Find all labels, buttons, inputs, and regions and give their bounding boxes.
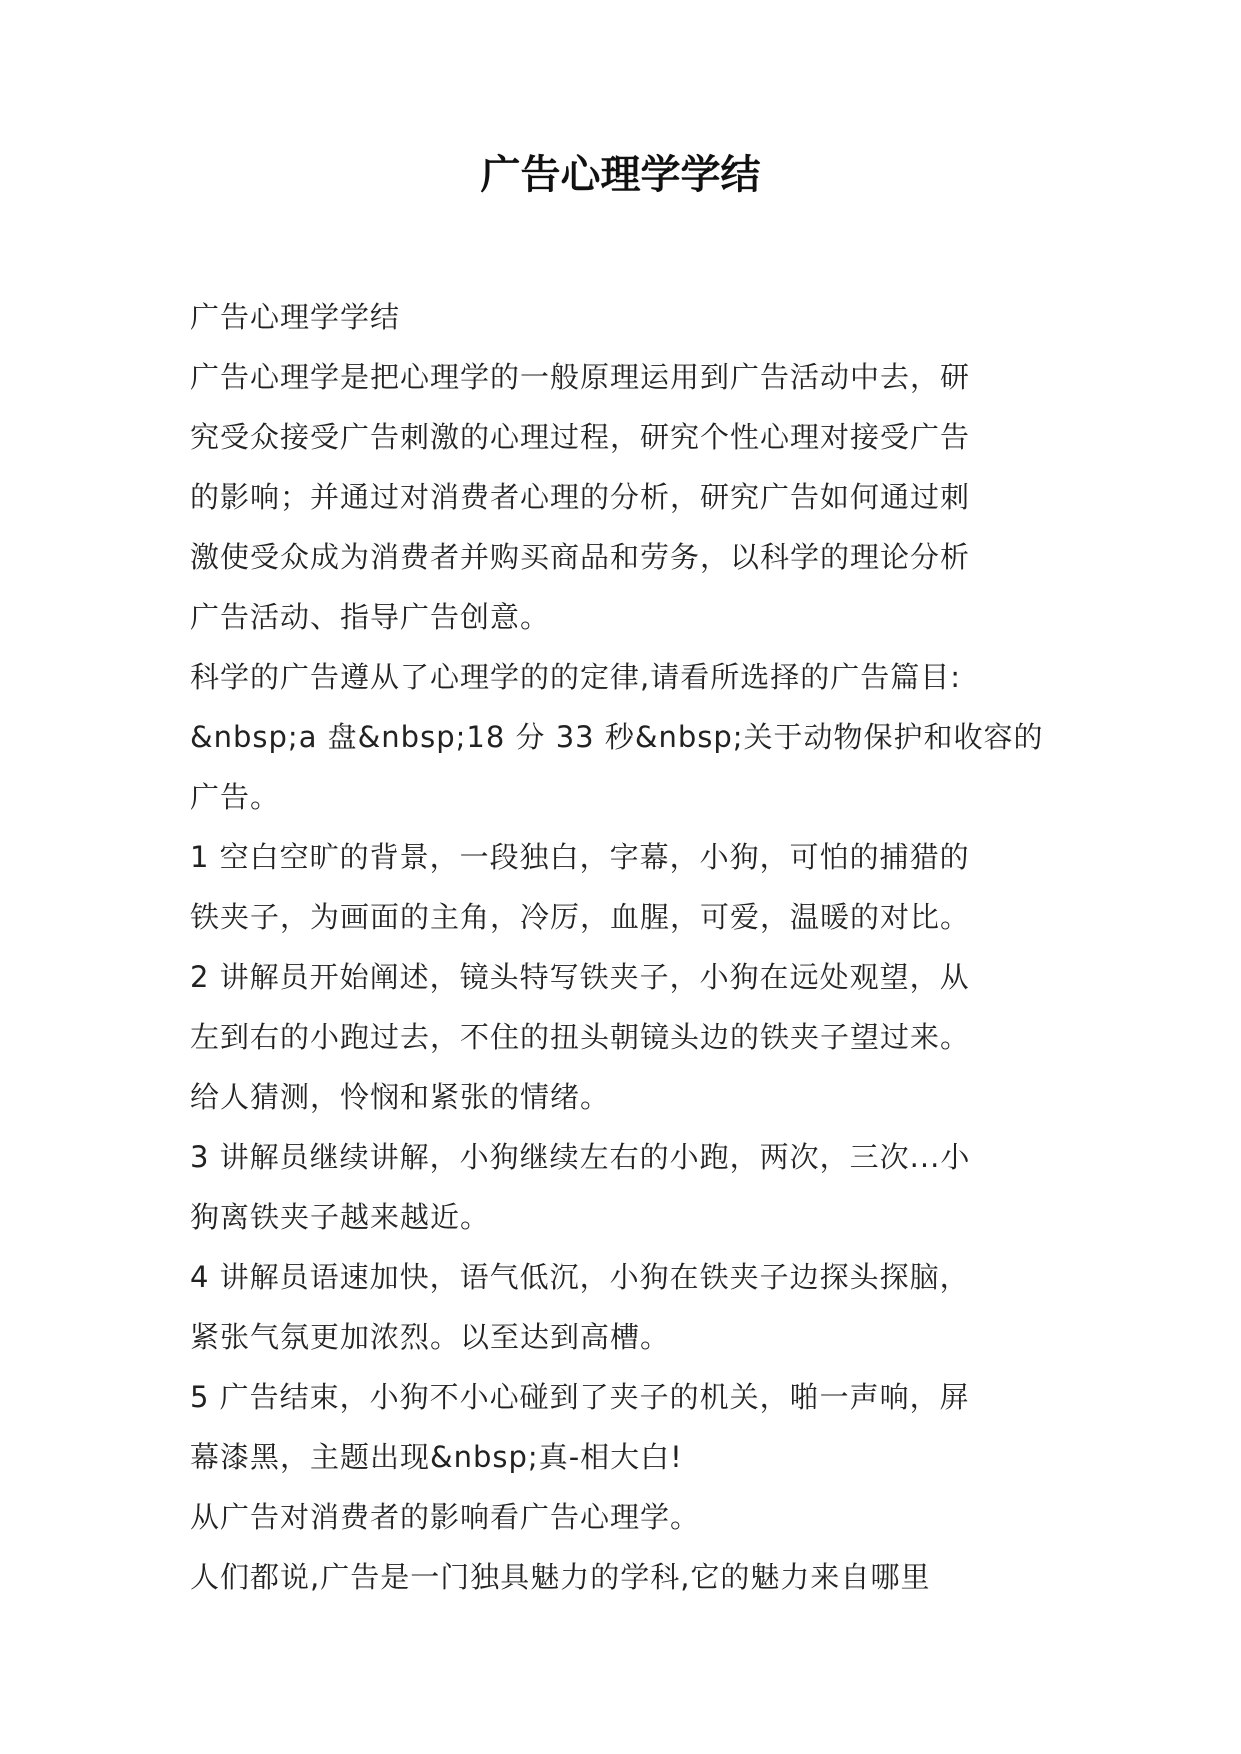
body-line: 究受众接受广告刺激的心理过程，研究个性心理对接受广告 — [190, 420, 971, 454]
body-line: 左到右的小跑过去，不住的扭头朝镜头边的铁夹子望过来。 — [190, 1020, 971, 1054]
body-line: 4 讲解员语速加快，语气低沉，小狗在铁夹子边探头探脑， — [190, 1260, 970, 1294]
body-line: 的影响；并通过对消费者心理的分析，研究广告如何通过刺 — [190, 480, 971, 514]
body-line: 广告。 — [190, 780, 281, 814]
body-line: 狗离铁夹子越来越近。 — [190, 1200, 491, 1234]
body-line: 铁夹子，为画面的主角，冷厉，血腥，可爱，温暖的对比。 — [190, 900, 971, 934]
body-line: 广告活动、指导广告创意。 — [190, 600, 551, 634]
body-line: 2 讲解员开始阐述，镜头特写铁夹子，小狗在远处观望，从 — [190, 960, 970, 994]
body-line: 3 讲解员继续讲解，小狗继续左右的小跑，两次，三次...小 — [190, 1140, 971, 1174]
body-line: 给人猜测，怜悯和紧张的情绪。 — [190, 1080, 611, 1114]
body-line: 人们都说,广告是一门独具魅力的学科,它的魅力来自哪里 — [190, 1560, 931, 1594]
body-line: 广告心理学学结 — [190, 300, 401, 334]
body-line: 从广告对消费者的影响看广告心理学。 — [190, 1500, 701, 1534]
body-line: 紧张气氛更加浓烈。以至达到高槽。 — [190, 1320, 671, 1354]
body-line: &nbsp;a 盘&nbsp;18 分 33 秒&nbsp;关于动物保护和收容的 — [190, 720, 1044, 754]
body-line: 1 空白空旷的背景，一段独白，字幕，小狗，可怕的捕猎的 — [190, 840, 970, 874]
document-title: 广告心理学学结 — [480, 152, 761, 198]
document-body — [190, 287, 1090, 1607]
body-line: 5 广告结束，小狗不小心碰到了夹子的机关，啪一声响，屏 — [190, 1380, 970, 1414]
body-line: 激使受众成为消费者并购买商品和劳务，以科学的理论分析 — [190, 540, 971, 574]
body-line: 科学的广告遵从了心理学的的定律,请看所选择的广告篇目: — [190, 660, 961, 694]
body-line: 幕漆黑，主题出现&nbsp;真-相大白! — [190, 1440, 683, 1474]
body-line: 广告心理学是把心理学的一般原理运用到广告活动中去，研 — [190, 360, 971, 394]
